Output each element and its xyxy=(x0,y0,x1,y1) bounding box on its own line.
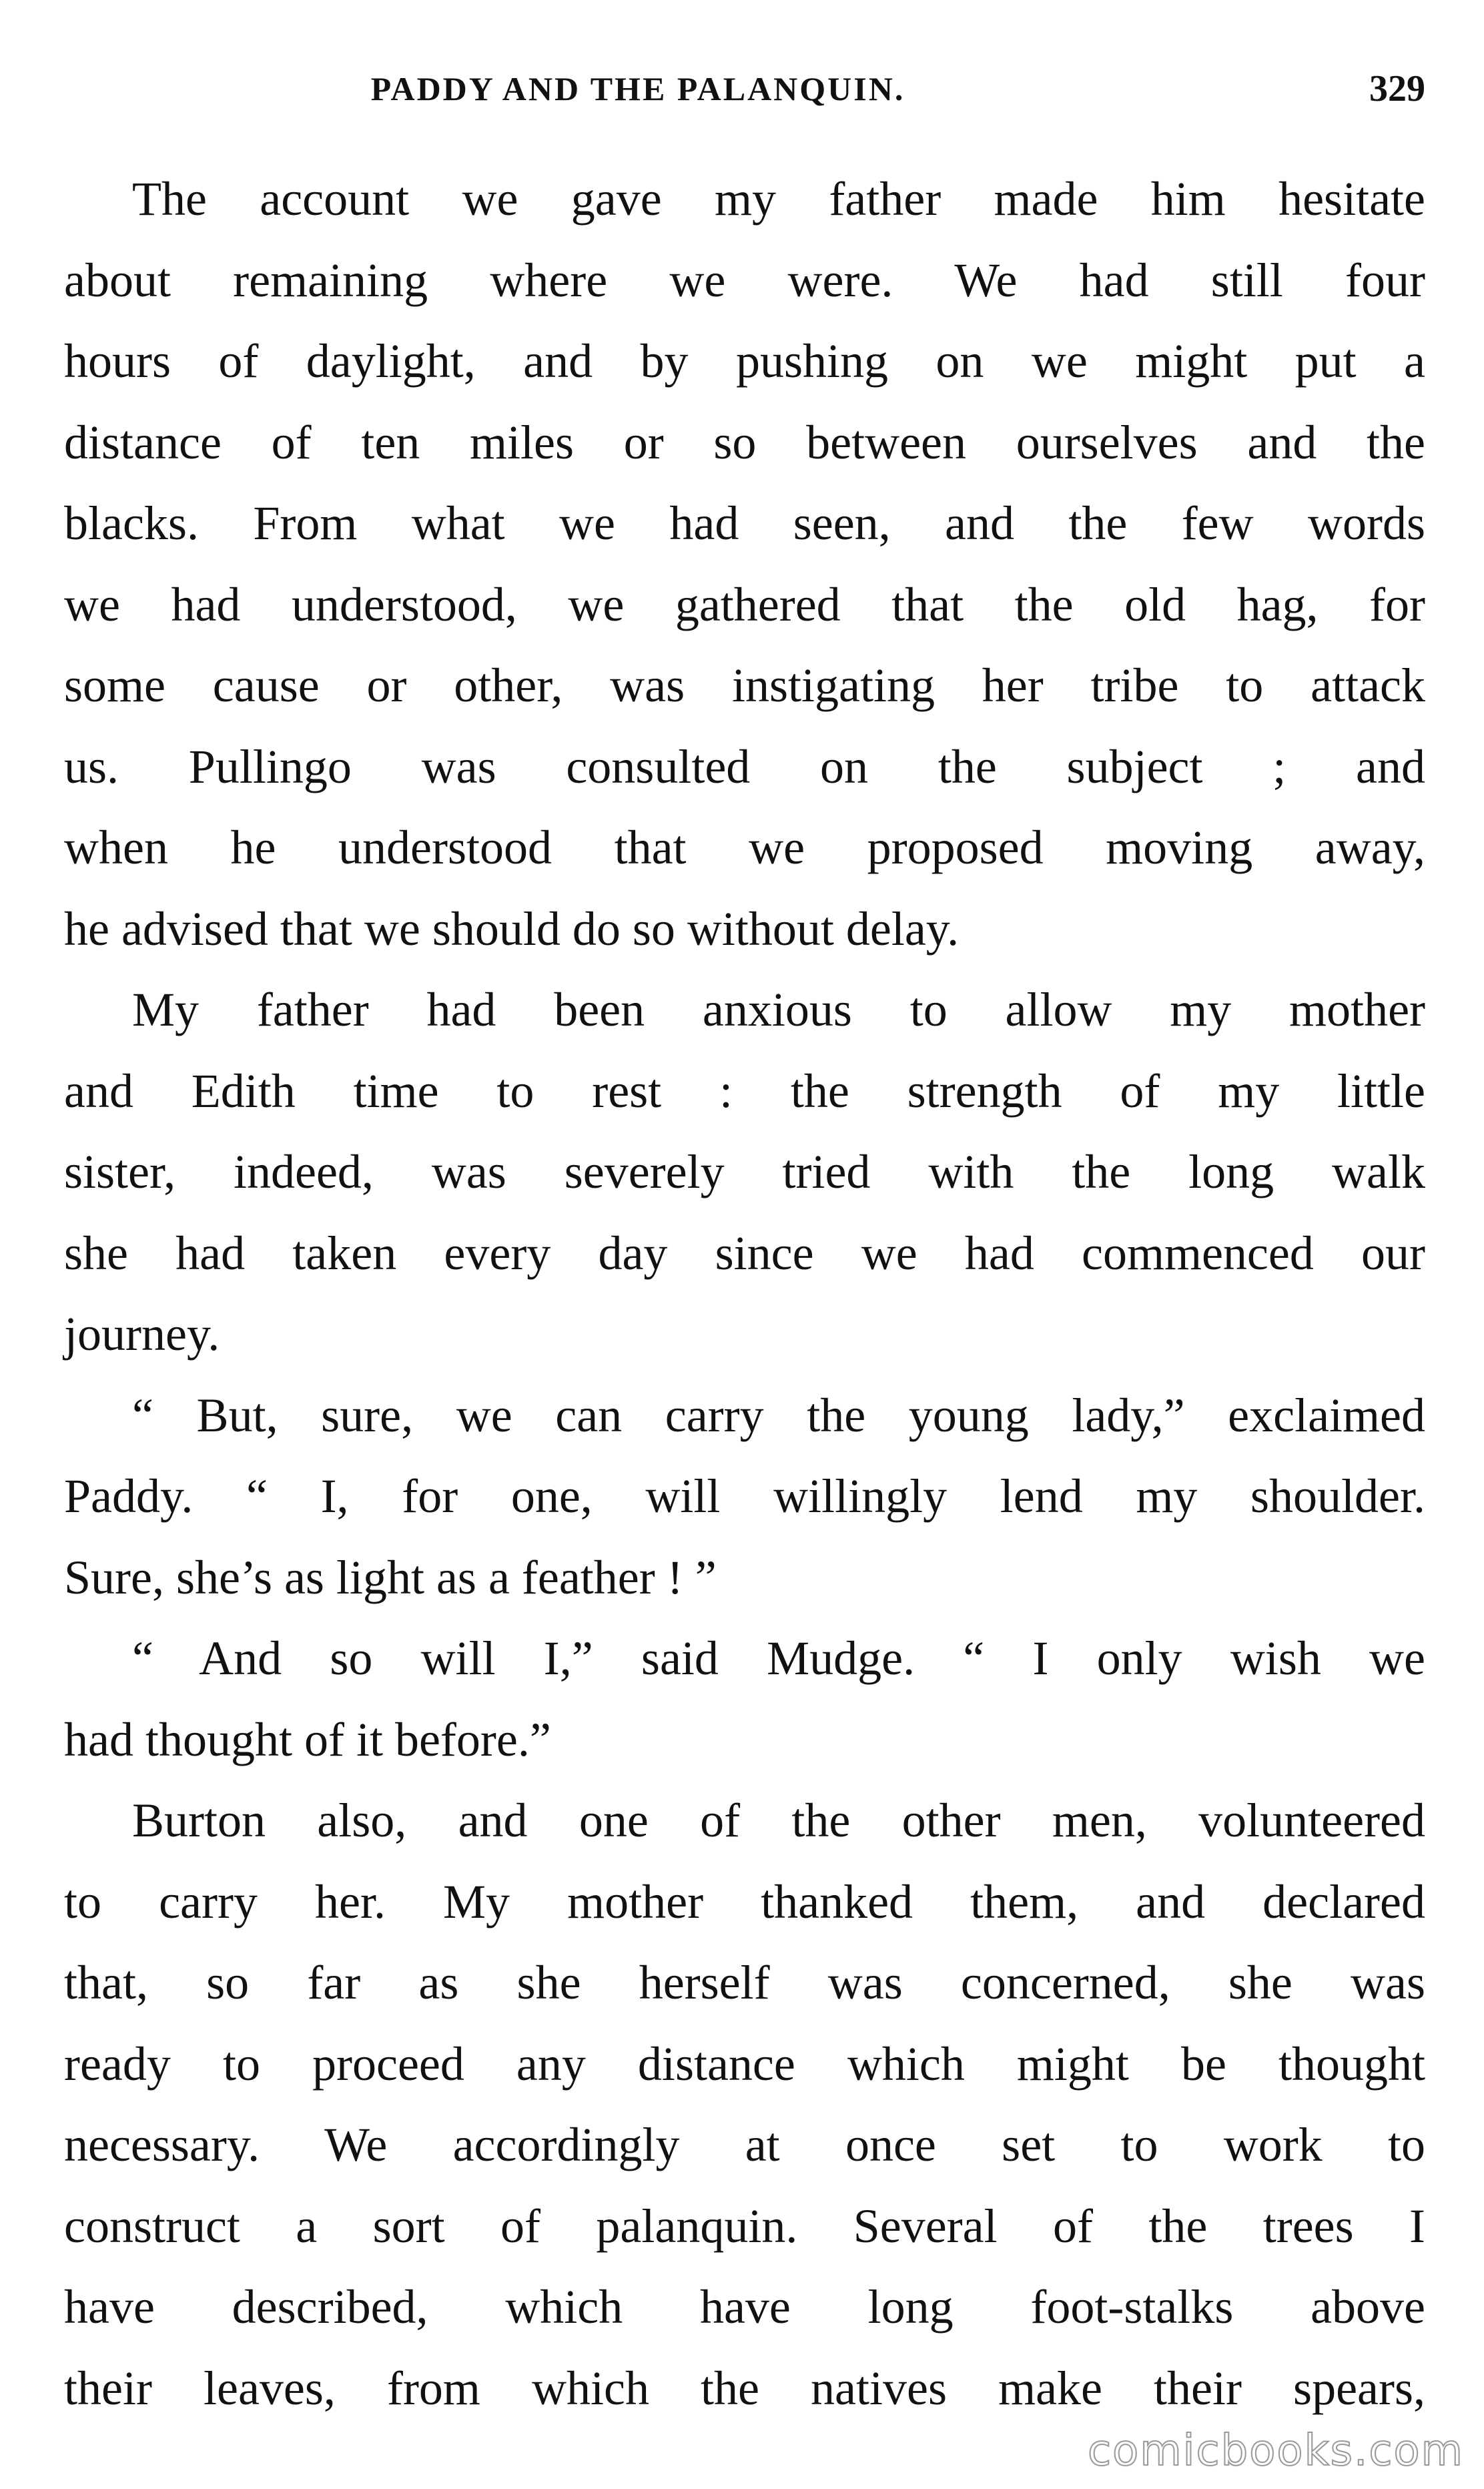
running-head xyxy=(64,59,1425,119)
text-line: construct a sort of palanquin. Several of the trees I xyxy=(64,2199,1425,2253)
text-line: had thought of it before.” xyxy=(64,1712,551,1766)
text-line: journey. xyxy=(64,1307,220,1361)
text-line: when he understood that we proposed moving away, xyxy=(64,821,1425,874)
text-line: “ But, sure, we can carry the young lady,” exclaimed xyxy=(132,1388,1425,1442)
text-line: some cause or other, was instigating her tribe to attack xyxy=(64,659,1425,712)
text-line: sister, indeed, was severely tried with the long walk xyxy=(64,1145,1425,1198)
text-line: Burton also, and one of the other men, volunteered xyxy=(132,1794,1425,1847)
text-line: their leaves, from which the natives make their spears, xyxy=(64,2361,1425,2415)
paragraph-4 xyxy=(64,1618,1425,1780)
text-line: have described, which have long foot-stalks above xyxy=(64,2280,1425,2334)
text-line: distance of ten miles or so between ourselves and the xyxy=(64,415,1425,469)
text-line: he advised that we should do so without delay. xyxy=(64,902,960,956)
text-line: about remaining where we were. We had still four xyxy=(64,253,1425,307)
text-line: ready to proceed any distance which might be thought xyxy=(64,2037,1425,2091)
text-line: The account we gave my father made him hesitate xyxy=(132,172,1425,226)
text-line: to carry her. My mother thanked them, and declared xyxy=(64,1874,1425,1928)
text-line: hours of daylight, and by pushing on we might put a xyxy=(64,334,1425,388)
paragraph-1 xyxy=(64,159,1425,970)
text-line: necessary. We accordingly at once set to work to xyxy=(64,2118,1425,2171)
paragraph-2 xyxy=(64,970,1425,1375)
chapter-title: PADDY AND THE PALANQUIN. xyxy=(370,70,905,107)
text-line: and Edith time to rest : the strength of my little xyxy=(64,1064,1425,1118)
paragraph-5 xyxy=(64,1780,1425,2429)
text-line: My father had been anxious to allow my mother xyxy=(132,983,1425,1036)
text-line: Paddy. “ I, for one, will willingly lend my shoulder. xyxy=(64,1469,1425,1523)
text-line: Sure, she’s as light as a feather ! ” xyxy=(64,1550,717,1604)
body-text xyxy=(64,159,1425,2429)
page-number: 329 xyxy=(1369,68,1425,109)
text-line: she had taken every day since we had commenced our xyxy=(64,1226,1425,1280)
text-line: us. Pullingo was consulted on the subject ; and xyxy=(64,739,1425,793)
text-line: we had understood, we gathered that the old hag, for xyxy=(64,577,1425,631)
watermark: comicbooks.com xyxy=(1087,2426,1464,2476)
text-line: blacks. From what we had seen, and the few words xyxy=(64,496,1425,550)
text-line: that, so far as she herself was concerned, she was xyxy=(64,1956,1425,2009)
paragraph-3 xyxy=(64,1375,1425,1619)
text-line: “ And so will I,” said Mudge. “ I only wish we xyxy=(132,1632,1425,1685)
